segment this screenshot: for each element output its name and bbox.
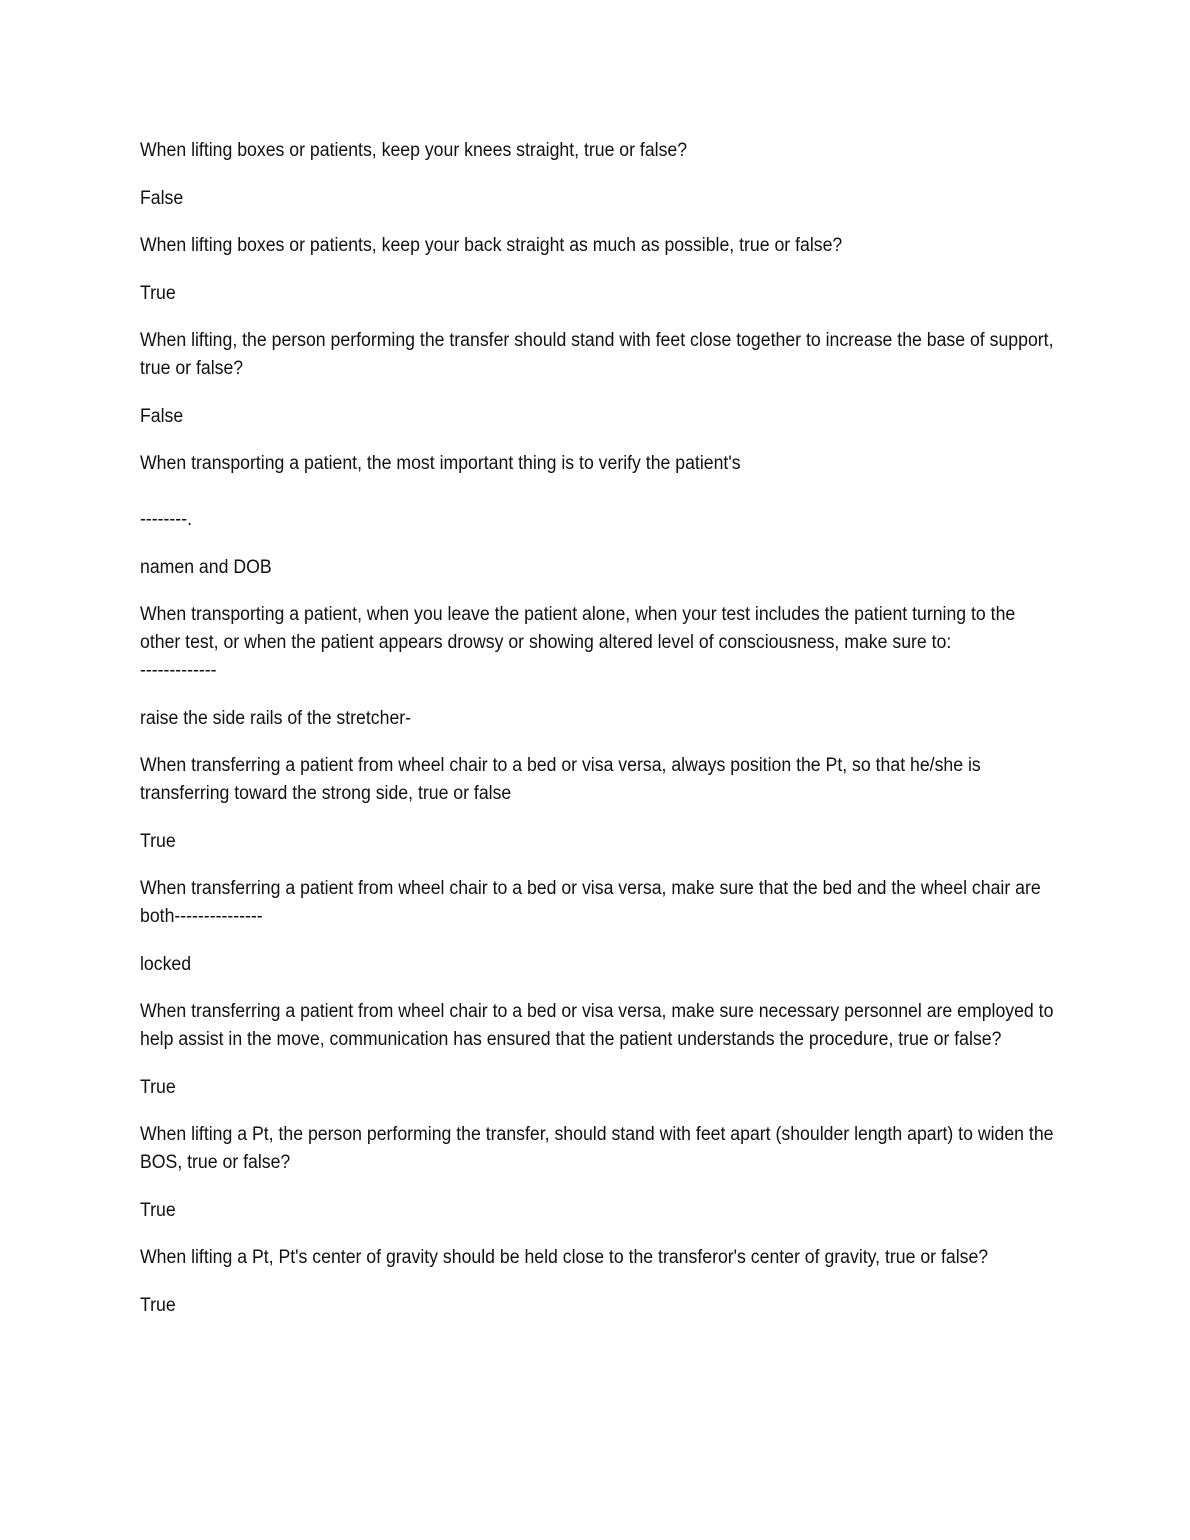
question-paragraph: When transferring a patient from wheel chair to a bed or visa versa, make sure that the bed and the wheel chair are both--------------- bbox=[140, 878, 1046, 927]
answer-paragraph: False bbox=[140, 405, 184, 427]
question-blank-line: --------. bbox=[140, 509, 192, 530]
answer-paragraph: namen and DOB bbox=[140, 556, 272, 578]
question-paragraph: When lifting a Pt, Pt's center of gravity should be held close to the transferor's center of gravity, true or false? bbox=[140, 1247, 989, 1268]
answer-paragraph: True bbox=[140, 1199, 176, 1221]
question-paragraph: When lifting, the person performing the transfer should stand with feet close together to increase the base of support, true or false? bbox=[140, 330, 1059, 379]
question-paragraph: When transferring a patient from wheel chair to a bed or visa versa, always position the Pt, so that he/she is transferring toward the strong side, true or false bbox=[140, 755, 986, 804]
question-paragraph: When lifting a Pt, the person performing the transfer, should stand with feet apart (shoulder length apart) to widen the BOS, true or false? bbox=[140, 1124, 1059, 1173]
question-paragraph: When transporting a patient, when you leave the patient alone, when your test includes the patient turning to the other test, or when the patient appears drowsy or showing altered level of consciousness, make sure to: ------------- bbox=[140, 604, 1016, 681]
question-paragraph: When transporting a patient, the most important thing is to verify the patient's bbox=[140, 453, 741, 474]
answer-paragraph: True bbox=[140, 1076, 176, 1098]
question-paragraph: When lifting boxes or patients, keep your knees straight, true or false? bbox=[140, 140, 688, 161]
document-page bbox=[140, 137, 1059, 1339]
question-paragraph: When lifting boxes or patients, keep your back straight as much as possible, true or false? bbox=[140, 235, 843, 256]
answer-paragraph: True bbox=[140, 1294, 176, 1316]
answer-paragraph: raise the side rails of the stretcher- bbox=[140, 707, 412, 729]
question-paragraph: When transferring a patient from wheel chair to a bed or visa versa, make sure necessary personnel are employed to help assist in the move, communication has ensured that the patient understands the procedure, true or false? bbox=[140, 1001, 1059, 1050]
answer-paragraph: False bbox=[140, 187, 184, 209]
answer-paragraph: locked bbox=[140, 953, 192, 975]
answer-paragraph: True bbox=[140, 282, 176, 304]
answer-paragraph: True bbox=[140, 830, 176, 852]
